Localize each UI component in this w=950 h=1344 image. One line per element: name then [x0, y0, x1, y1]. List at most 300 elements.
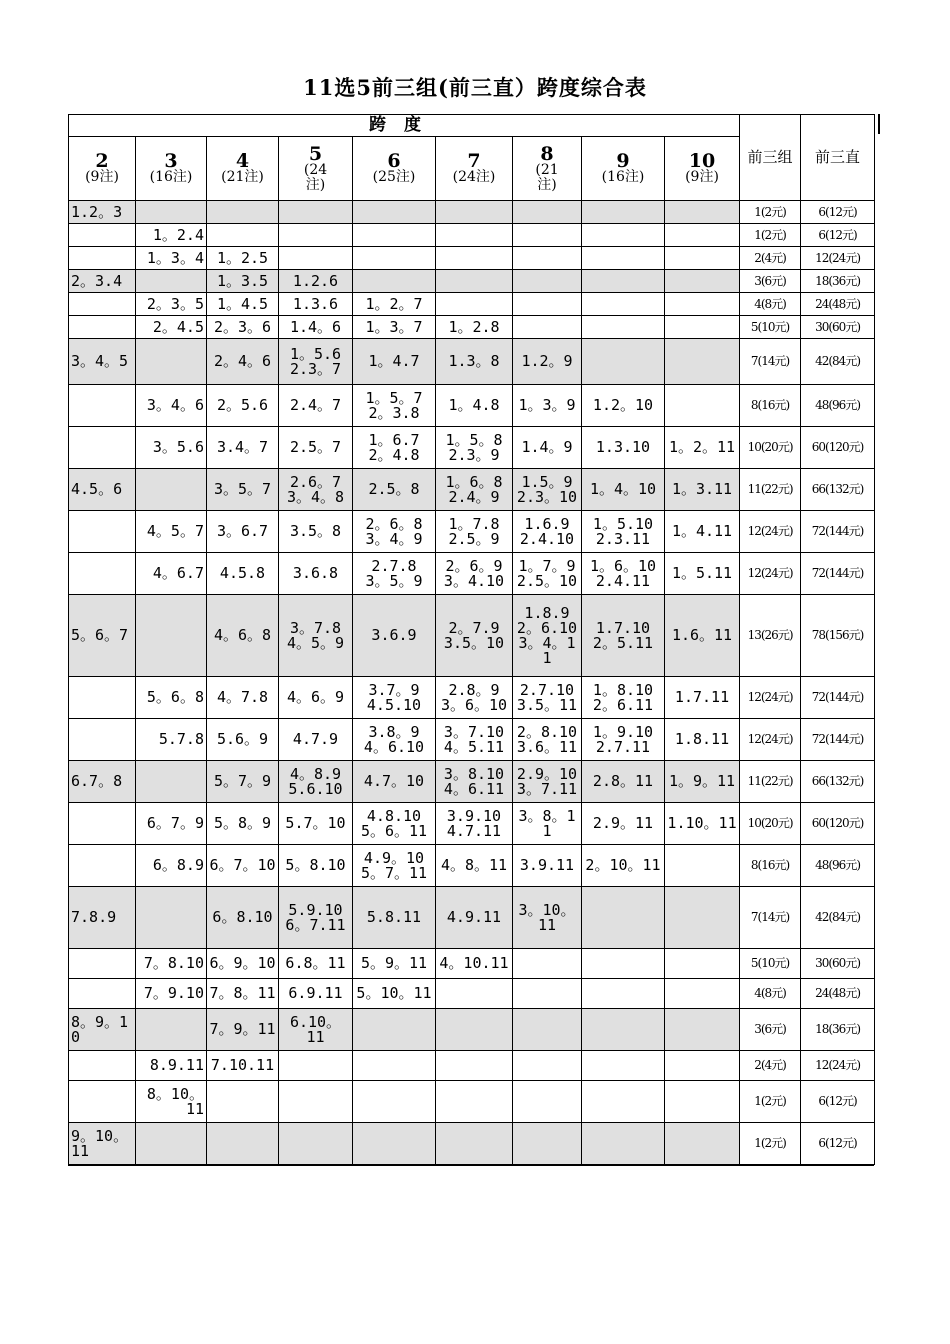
combo-cell: [665, 339, 740, 385]
combination-count: (21注): [221, 169, 264, 185]
combo-cell: 1.4。9: [513, 427, 582, 469]
combo-cell: 1。3.5: [207, 270, 279, 293]
combo-cell: 2.8。9 3。6。10: [436, 677, 513, 719]
combo-cell: 2。6。9 3。4.10: [436, 553, 513, 595]
span-value: 3: [164, 150, 178, 172]
combo-cell: [279, 1081, 353, 1123]
table-row: [69, 316, 875, 339]
combo-cell: 4。7.8: [207, 677, 279, 719]
combo-cell: [665, 979, 740, 1009]
combo-cell: 1。3。9: [513, 385, 582, 427]
combo-cell: [665, 845, 740, 887]
combo-cell: 3。7.8 4。5。9: [279, 595, 353, 677]
combo-cell: [513, 316, 582, 339]
table-header: [69, 115, 875, 201]
group-bet-cell: 10(20元): [740, 427, 801, 469]
combo-cell: 5。8.10: [279, 845, 353, 887]
combo-cell: 4。6。8: [207, 595, 279, 677]
combination-count: (9注): [85, 169, 119, 185]
direct-bet-cell: 12(24元): [801, 247, 875, 270]
combo-cell: [207, 1123, 279, 1165]
direct-bet-cell: 18(36元): [801, 1009, 875, 1051]
group-bet-cell: 11(22元): [740, 469, 801, 511]
combo-cell: 1.8.11: [665, 719, 740, 761]
group-bet-cell: 1(2元): [740, 201, 801, 224]
group-bet-cell: 11(22元): [740, 761, 801, 803]
table-row: [69, 677, 875, 719]
combo-cell: 8。9。1 0: [69, 1009, 136, 1051]
combo-cell: [513, 293, 582, 316]
combo-cell: 9。10。 11: [69, 1123, 136, 1165]
combo-cell: 2。3。6: [207, 316, 279, 339]
span-value: 7: [467, 150, 481, 172]
direct-bet-cell: 42(84元): [801, 339, 875, 385]
combo-cell: 6.9.11: [279, 979, 353, 1009]
combo-cell: [69, 511, 136, 553]
combo-cell: [136, 201, 207, 224]
combination-count: (9注): [685, 169, 719, 185]
combo-cell: 1.3。8: [436, 339, 513, 385]
combo-cell: 1。2。11: [665, 427, 740, 469]
table-row: [69, 719, 875, 761]
combo-cell: [582, 949, 665, 979]
combo-cell: [436, 1051, 513, 1081]
combo-cell: [513, 1009, 582, 1051]
combo-cell: 1。2.4: [136, 224, 207, 247]
combo-cell: 1。9.10 2.7.11: [582, 719, 665, 761]
combo-cell: [69, 427, 136, 469]
group-bet-cell: 1(2元): [740, 224, 801, 247]
direct-bet-cell: 48(96元): [801, 845, 875, 887]
combo-cell: 6.8。11: [279, 949, 353, 979]
combo-cell: 3。4。6: [136, 385, 207, 427]
combo-cell: [69, 1081, 136, 1123]
combo-cell: [665, 1123, 740, 1165]
combo-cell: [582, 293, 665, 316]
combo-cell: [513, 270, 582, 293]
direct-bet-cell: 30(60元): [801, 949, 875, 979]
combo-cell: [353, 201, 436, 224]
combo-cell: [436, 270, 513, 293]
combo-cell: 4。5。7: [136, 511, 207, 553]
combo-cell: 1。5。7 2。3.8: [353, 385, 436, 427]
combo-cell: 3。4。5: [69, 339, 136, 385]
table-row: [69, 511, 875, 553]
combo-cell: 5。6。8: [136, 677, 207, 719]
combo-cell: 1.3.6: [279, 293, 353, 316]
table-row: [69, 979, 875, 1009]
direct-bet-cell: 24(48元): [801, 979, 875, 1009]
table-row: [69, 887, 875, 949]
span-column-header: [665, 137, 740, 201]
group-bet-cell: 12(24元): [740, 553, 801, 595]
combo-cell: 1.6。11: [665, 595, 740, 677]
span-header: 跨度: [69, 115, 740, 137]
combo-cell: [69, 553, 136, 595]
combo-cell: 7.10.11: [207, 1051, 279, 1081]
direct-bet-cell: 72(144元): [801, 677, 875, 719]
combo-cell: 1。2。7: [353, 293, 436, 316]
combo-cell: [69, 1051, 136, 1081]
combo-cell: 1。5.10 2.3.11: [582, 511, 665, 553]
direct-bet-cell: 72(144元): [801, 511, 875, 553]
combo-cell: 2。3。5: [136, 293, 207, 316]
combo-cell: [69, 979, 136, 1009]
combo-cell: 4.7。10: [353, 761, 436, 803]
combo-cell: [582, 1081, 665, 1123]
combo-cell: [582, 1009, 665, 1051]
combo-cell: [582, 270, 665, 293]
combo-cell: 2.6。7 3。4。8: [279, 469, 353, 511]
combo-cell: [582, 979, 665, 1009]
combo-cell: 1。3.11: [665, 469, 740, 511]
combo-cell: [665, 1009, 740, 1051]
table-row: [69, 553, 875, 595]
combo-cell: 3。8。1 1: [513, 803, 582, 845]
combo-cell: 1。6。10 2.4.11: [582, 553, 665, 595]
table-row: [69, 1009, 875, 1051]
direct-bet-cell: 78(156元): [801, 595, 875, 677]
span-value: 9: [616, 150, 630, 172]
combo-cell: 1。5。8 2.3。9: [436, 427, 513, 469]
combo-cell: 5。6。7: [69, 595, 136, 677]
combo-cell: [279, 1051, 353, 1081]
combo-cell: 2。7.9 3.5。10: [436, 595, 513, 677]
span-value: 2: [95, 150, 109, 172]
table-row: [69, 949, 875, 979]
combination-count: (25注): [372, 169, 416, 185]
span-value: 6: [387, 150, 401, 172]
combo-cell: 4.9.11: [436, 887, 513, 949]
combo-cell: 1.2。3: [69, 201, 136, 224]
group-bet-cell: 12(24元): [740, 677, 801, 719]
combo-cell: [665, 1081, 740, 1123]
combo-cell: [513, 224, 582, 247]
direct-bet-cell: 30(60元): [801, 316, 875, 339]
group-bet-cell: 7(14元): [740, 887, 801, 949]
combo-cell: 2。10。11: [582, 845, 665, 887]
table-edge-mark: [878, 114, 880, 134]
table-row: [69, 270, 875, 293]
span-column-header: [207, 137, 279, 201]
direct-bet-cell: 72(144元): [801, 719, 875, 761]
combo-cell: [136, 761, 207, 803]
table-row: [69, 339, 875, 385]
combo-cell: 1.3.10: [582, 427, 665, 469]
combo-cell: 1.10。11: [665, 803, 740, 845]
combo-cell: 4.5.8: [207, 553, 279, 595]
combo-cell: [513, 247, 582, 270]
combo-cell: 2。8.10 3.6。11: [513, 719, 582, 761]
combo-cell: 1。2.8: [436, 316, 513, 339]
combo-cell: [513, 979, 582, 1009]
combo-cell: 7。9。11: [207, 1009, 279, 1051]
direct-bet-cell: 12(24元): [801, 1051, 875, 1081]
table-row: [69, 224, 875, 247]
direct-bet-cell: 18(36元): [801, 270, 875, 293]
combo-cell: 2.7.10 3.5。11: [513, 677, 582, 719]
combo-cell: 1。2.5: [207, 247, 279, 270]
group-bet-cell: 2(4元): [740, 1051, 801, 1081]
combo-cell: 4。10.11: [436, 949, 513, 979]
combo-cell: [69, 845, 136, 887]
group-bet-cell: 8(16元): [740, 385, 801, 427]
combo-cell: [353, 247, 436, 270]
combination-count: (24注): [452, 169, 496, 185]
combo-cell: 1。8.10 2。6.11: [582, 677, 665, 719]
combo-cell: [665, 247, 740, 270]
span-table: [68, 114, 875, 1165]
combo-cell: 1。4.7: [353, 339, 436, 385]
combo-cell: 7。8。11: [207, 979, 279, 1009]
combo-cell: 3。6.7: [207, 511, 279, 553]
combo-cell: [207, 1081, 279, 1123]
direct-bet-cell: 6(12元): [801, 1123, 875, 1165]
group-bet-cell: 12(24元): [740, 511, 801, 553]
combo-cell: 1.6.9 2.4.10: [513, 511, 582, 553]
combo-cell: 4。6。9: [279, 677, 353, 719]
combo-cell: [665, 293, 740, 316]
table-row: [69, 1123, 875, 1165]
combo-cell: [136, 1009, 207, 1051]
group-bet-cell: 7(14元): [740, 339, 801, 385]
span-value: 5: [308, 142, 323, 165]
combo-cell: 3.4。7: [207, 427, 279, 469]
direct-bet-cell: 6(12元): [801, 201, 875, 224]
span-column-header: [136, 137, 207, 201]
combo-cell: 3.8。9 4。6.10: [353, 719, 436, 761]
combo-cell: [279, 201, 353, 224]
span-value: 8: [540, 142, 554, 165]
group-bet-cell: 13(26元): [740, 595, 801, 677]
combo-cell: 2.8。11: [582, 761, 665, 803]
combo-cell: 5.7.8: [136, 719, 207, 761]
combo-cell: [436, 201, 513, 224]
combo-cell: 1.8.9 2。6.10 3。4。1 1: [513, 595, 582, 677]
combo-cell: 2.7.8 3。5。9: [353, 553, 436, 595]
combo-cell: [69, 293, 136, 316]
span-column-header: [69, 137, 136, 201]
combo-cell: 4。8.9 5.6.10: [279, 761, 353, 803]
combo-cell: [136, 887, 207, 949]
span-value: 4: [235, 150, 250, 172]
combo-cell: [207, 224, 279, 247]
combo-cell: 5.8.11: [353, 887, 436, 949]
combo-cell: 3.9.10 4.7.11: [436, 803, 513, 845]
combo-cell: [136, 339, 207, 385]
combo-cell: 3。5.6: [136, 427, 207, 469]
combo-cell: [582, 1051, 665, 1081]
combo-cell: 2.5。8: [353, 469, 436, 511]
combo-cell: 3。8.10 4。6.11: [436, 761, 513, 803]
combo-cell: 3。7.10 4。5.11: [436, 719, 513, 761]
table-row: [69, 427, 875, 469]
combo-cell: 3.6.9: [353, 595, 436, 677]
combo-cell: 1。4.11: [665, 511, 740, 553]
table-row: [69, 469, 875, 511]
combo-cell: [582, 247, 665, 270]
table-body: [69, 201, 875, 1165]
combo-cell: [279, 247, 353, 270]
combo-cell: [69, 677, 136, 719]
combo-cell: [279, 1123, 353, 1165]
combo-cell: [582, 316, 665, 339]
combo-cell: 1。9。11: [665, 761, 740, 803]
combo-cell: 3.7。9 4.5.10: [353, 677, 436, 719]
combo-cell: [353, 1051, 436, 1081]
group-bet-cell: 2(4元): [740, 247, 801, 270]
combo-cell: 6。8.10: [207, 887, 279, 949]
direct-bet-cell: 72(144元): [801, 553, 875, 595]
combo-cell: [69, 385, 136, 427]
direct-bet-cell: 60(120元): [801, 427, 875, 469]
combo-cell: 6。7。10: [207, 845, 279, 887]
combo-cell: 7。8.10: [136, 949, 207, 979]
table-row: [69, 1051, 875, 1081]
table-row: [69, 803, 875, 845]
direct-bet-cell: 24(48元): [801, 293, 875, 316]
combo-cell: [436, 1081, 513, 1123]
combo-cell: 1.5。9 2.3。10: [513, 469, 582, 511]
group-bet-cell: 3(6元): [740, 1009, 801, 1051]
combo-cell: 5。10。11: [353, 979, 436, 1009]
combo-cell: 6.7。8: [69, 761, 136, 803]
combo-cell: [665, 949, 740, 979]
group-bet-cell: 5(10元): [740, 949, 801, 979]
combination-count: (16注): [601, 169, 645, 185]
combo-cell: 2.5。7: [279, 427, 353, 469]
combo-cell: 1.2.6: [279, 270, 353, 293]
combo-cell: 2。4.5: [136, 316, 207, 339]
combo-cell: [136, 270, 207, 293]
combo-cell: [436, 1009, 513, 1051]
combo-cell: [513, 201, 582, 224]
combo-cell: 3.6.8: [279, 553, 353, 595]
combo-cell: 6。9。10: [207, 949, 279, 979]
combo-cell: 4.8.10 5。6。11: [353, 803, 436, 845]
combo-cell: 3.5。8: [279, 511, 353, 553]
combo-cell: [665, 201, 740, 224]
combo-cell: 4。6.7: [136, 553, 207, 595]
table-row: [69, 1081, 875, 1123]
combo-cell: [353, 224, 436, 247]
combo-cell: [69, 224, 136, 247]
combo-cell: 3.9.11: [513, 845, 582, 887]
combo-cell: 1。3。7: [353, 316, 436, 339]
combo-cell: 7.8.9: [69, 887, 136, 949]
table-bottom-rule: [68, 1164, 874, 1166]
table-row: [69, 293, 875, 316]
combo-cell: [582, 339, 665, 385]
combination-count: (16注): [149, 169, 193, 185]
table-row: [69, 761, 875, 803]
combo-cell: 4.9。10 5。7。11: [353, 845, 436, 887]
combo-cell: [69, 247, 136, 270]
combo-cell: 1.7.11: [665, 677, 740, 719]
combo-cell: [665, 224, 740, 247]
combo-cell: [136, 595, 207, 677]
direct-bet-cell: 6(12元): [801, 1081, 875, 1123]
combo-cell: 8.9.11: [136, 1051, 207, 1081]
combo-cell: 1。3。4: [136, 247, 207, 270]
combo-cell: [582, 201, 665, 224]
combo-cell: 1。6。8 2.4。9: [436, 469, 513, 511]
combo-cell: 6。8.9: [136, 845, 207, 887]
combo-cell: 2。6。8 3。4。9: [353, 511, 436, 553]
combo-cell: [582, 1123, 665, 1165]
direct-bet-cell: 60(120元): [801, 803, 875, 845]
combo-cell: 7。9.10: [136, 979, 207, 1009]
page-title: 11选5前三组(前三直）跨度综合表: [303, 75, 647, 100]
combo-cell: [665, 316, 740, 339]
combo-cell: 6。7。9: [136, 803, 207, 845]
span-value: 10: [688, 150, 716, 172]
group-bet-cell: 4(8元): [740, 979, 801, 1009]
combo-cell: [207, 201, 279, 224]
combo-cell: [69, 316, 136, 339]
direct-bet-cell: 48(96元): [801, 385, 875, 427]
direct-bet-cell: 6(12元): [801, 224, 875, 247]
combo-cell: 1。4.5: [207, 293, 279, 316]
direct-bet-cell: 66(132元): [801, 469, 875, 511]
group-bet-cell: 8(16元): [740, 845, 801, 887]
combo-cell: [69, 803, 136, 845]
combo-cell: [353, 1081, 436, 1123]
combo-cell: 2.9。11: [582, 803, 665, 845]
combo-cell: 2。5.6: [207, 385, 279, 427]
combination-count: (24 注): [303, 161, 328, 193]
combo-cell: [136, 1123, 207, 1165]
combo-cell: [513, 1051, 582, 1081]
combo-cell: [436, 247, 513, 270]
direct-header: 前三直: [801, 115, 875, 201]
combo-cell: [353, 270, 436, 293]
combo-cell: [665, 887, 740, 949]
combination-count: (21 注): [535, 161, 559, 193]
combo-cell: [513, 1081, 582, 1123]
combo-cell: 1。4.8: [436, 385, 513, 427]
group-bet-cell: 10(20元): [740, 803, 801, 845]
combo-cell: 1。5.11: [665, 553, 740, 595]
group-bet-cell: 4(8元): [740, 293, 801, 316]
combo-cell: 4.7.9: [279, 719, 353, 761]
combo-cell: [665, 1051, 740, 1081]
combo-cell: 1.2。10: [582, 385, 665, 427]
combo-cell: 5.6。9: [207, 719, 279, 761]
combo-cell: 5。7。9: [207, 761, 279, 803]
table-row: [69, 385, 875, 427]
combo-cell: 3。5。7: [207, 469, 279, 511]
combo-cell: [69, 949, 136, 979]
combo-cell: 1。7.8 2.5。9: [436, 511, 513, 553]
combo-cell: 2.9。10 3。7.11: [513, 761, 582, 803]
combo-cell: [665, 270, 740, 293]
span-column-header: [353, 137, 436, 201]
combo-cell: [665, 385, 740, 427]
combo-cell: 1。5.6 2.3。7: [279, 339, 353, 385]
table-row: [69, 247, 875, 270]
group-bet-cell: 1(2元): [740, 1123, 801, 1165]
combo-cell: [279, 224, 353, 247]
combo-cell: 1。7。9 2.5。10: [513, 553, 582, 595]
combo-cell: [436, 224, 513, 247]
combo-cell: [136, 469, 207, 511]
span-column-header: [513, 137, 582, 201]
combo-cell: [582, 887, 665, 949]
group-bet-cell: 12(24元): [740, 719, 801, 761]
combo-cell: 1。6.7 2。4.8: [353, 427, 436, 469]
group-bet-cell: 1(2元): [740, 1081, 801, 1123]
